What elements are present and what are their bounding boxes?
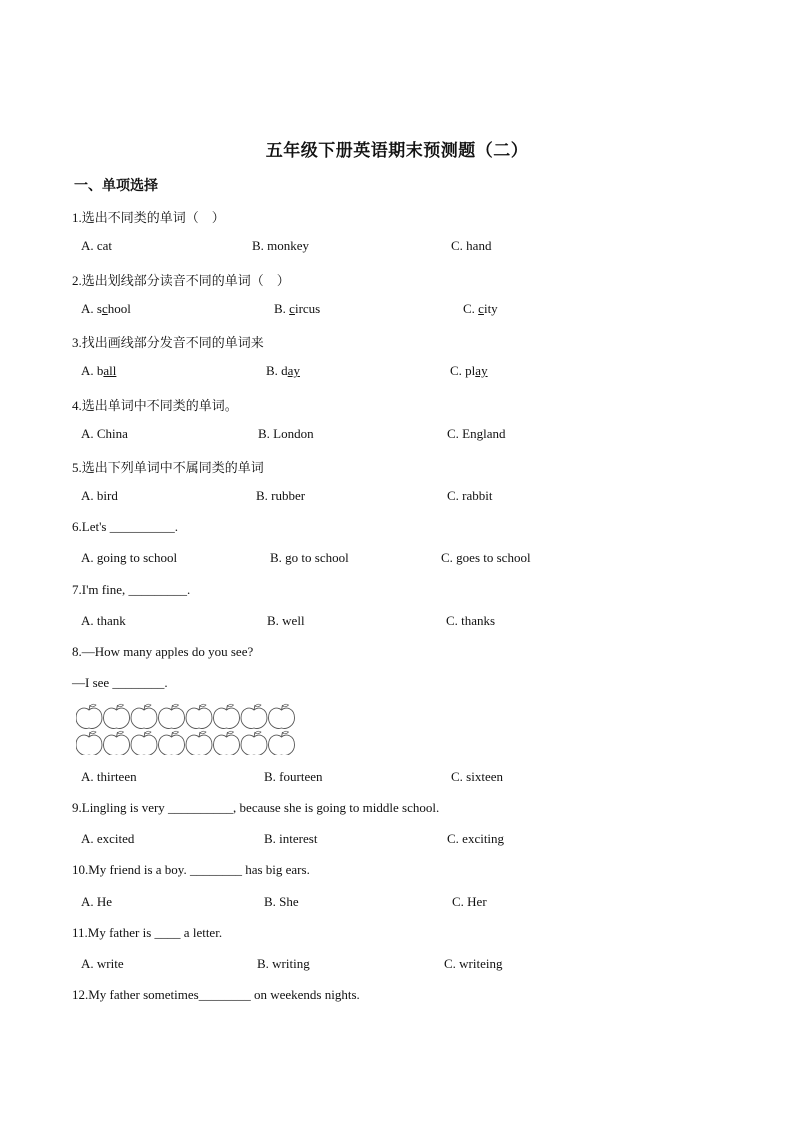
option-text: C. exciting (447, 831, 505, 846)
option-text: A. write (81, 956, 124, 971)
option-a[interactable] (81, 550, 177, 566)
apple-outline-icon (104, 704, 130, 728)
apple-outline-icon (186, 731, 212, 755)
question-3-text: 3.找出画线部分发音不同的单词来 (72, 335, 264, 350)
underlined-letters: c (478, 301, 484, 316)
option-text: A. going to school (81, 550, 178, 565)
option-text: B. London (258, 426, 314, 441)
option-text: B. monkey (252, 238, 310, 253)
question-8-answer-line: —I see ________. (72, 675, 168, 690)
option-a[interactable] (81, 831, 134, 847)
option-b[interactable] (256, 488, 305, 504)
option-c[interactable] (450, 363, 488, 379)
apple-outline-icon (131, 704, 157, 728)
option-text: B. She (264, 894, 299, 909)
apple-picture (76, 703, 296, 755)
question-12-text: 12.My father sometimes________ on weekends nights. (72, 987, 360, 1002)
option-a[interactable] (81, 613, 126, 629)
question-5-options (0, 488, 794, 506)
underlined-letters: c (289, 301, 295, 316)
option-a[interactable] (81, 301, 131, 317)
apple-outline-icon (76, 731, 102, 755)
option-text: C. Her (452, 894, 487, 909)
option-b[interactable] (264, 769, 322, 785)
option-text: C. writeing (444, 956, 503, 971)
question-7-text: 7.I'm fine, _________. (72, 582, 191, 597)
option-text: C. sixteen (451, 769, 503, 784)
question-1-text: 1.选出不同类的单词（ ） (72, 210, 225, 225)
option-a[interactable] (81, 956, 124, 972)
option-b[interactable] (267, 613, 305, 629)
option-text: C. (463, 301, 479, 316)
option-text: B. writing (257, 956, 310, 971)
option-c[interactable] (446, 613, 495, 629)
question-4-text: 4.选出单词中不同类的单词。 (72, 398, 238, 413)
option-c[interactable] (447, 488, 493, 504)
underlined-letters: c (101, 301, 108, 316)
option-text: A. excited (81, 831, 135, 846)
apple-outline-icon (241, 704, 267, 728)
option-b[interactable] (264, 831, 317, 847)
option-c[interactable] (447, 426, 506, 442)
option-a[interactable] (81, 363, 116, 379)
option-b[interactable] (252, 238, 309, 254)
option-b[interactable] (274, 301, 320, 317)
option-text: C. thanks (446, 613, 496, 628)
question-9-text: 9.Lingling is very __________, because she is going to middle school. (72, 800, 440, 815)
question-2-text: 2.选出划线部分读音不同的单词（ ） (72, 273, 290, 288)
option-text: C. England (447, 426, 506, 441)
option-text: A. China (81, 426, 128, 441)
option-b[interactable] (270, 550, 349, 566)
question-6-text: 6.Let's __________. (72, 519, 178, 534)
apple-outline-icon (76, 704, 102, 728)
question-10-text: 10.My friend is a boy. ________ has big ears. (72, 862, 310, 877)
underlined-letters: ay (475, 363, 488, 378)
underlined-letters: ay (287, 363, 300, 378)
option-c[interactable] (452, 894, 487, 910)
page-title: 五年级下册英语期末预测题（二） (265, 141, 529, 161)
option-text: B. (274, 301, 290, 316)
apple-outline-icon (269, 704, 295, 728)
option-c[interactable] (451, 769, 503, 785)
option-text: A. bird (81, 488, 118, 503)
option-text: B. d (266, 363, 288, 378)
question-5-text: 5.选出下列单词中不属同类的单词 (72, 460, 264, 475)
option-text: A. b (81, 363, 104, 378)
option-text-rest: ircus (294, 301, 321, 316)
option-text: A. s (81, 301, 102, 316)
option-text: A. cat (81, 238, 113, 253)
apple-outline-icon (131, 731, 157, 755)
question-6-options (0, 550, 794, 568)
option-c[interactable] (441, 550, 531, 566)
apple-outline-icon (269, 731, 295, 755)
apple-outline-icon (186, 704, 212, 728)
option-b[interactable] (258, 426, 314, 442)
option-a[interactable] (81, 426, 128, 442)
option-text: B. interest (264, 831, 318, 846)
option-text-rest: ity (483, 301, 498, 316)
option-c[interactable] (444, 956, 503, 972)
option-text: C. rabbit (447, 488, 493, 503)
option-text: A. thirteen (81, 769, 137, 784)
option-text-rest: hool (107, 301, 131, 316)
option-text: B. go to school (270, 550, 349, 565)
option-text: C. goes to school (441, 550, 531, 565)
option-c[interactable] (463, 301, 498, 317)
apple-outline-icon (241, 731, 267, 755)
option-text: C. pl (450, 363, 476, 378)
question-1-options (0, 238, 794, 256)
question-4-options (0, 426, 794, 444)
apple-outline-icon (214, 731, 240, 755)
option-text: B. fourteen (264, 769, 323, 784)
question-2-options (0, 301, 794, 319)
option-b[interactable] (266, 363, 300, 379)
option-text: A. He (81, 894, 113, 909)
option-a[interactable] (81, 894, 112, 910)
option-a[interactable] (81, 238, 112, 254)
question-9-options (0, 831, 794, 849)
option-text: A. thank (81, 613, 126, 628)
underlined-letters: all (103, 363, 117, 378)
option-text: B. well (267, 613, 305, 628)
question-8-text: 8.—How many apples do you see? (72, 644, 254, 659)
apple-outline-icon (159, 704, 185, 728)
option-text: B. rubber (256, 488, 306, 503)
question-8-options (0, 769, 794, 787)
question-11-options (0, 956, 794, 974)
option-c[interactable] (447, 831, 504, 847)
question-7-options (0, 613, 794, 631)
option-a[interactable] (81, 488, 118, 504)
question-10-options (0, 894, 794, 912)
option-a[interactable] (81, 769, 137, 785)
option-c[interactable] (451, 238, 491, 254)
option-b[interactable] (264, 894, 299, 910)
apple-outline-icon (159, 731, 185, 755)
option-text: C. hand (451, 238, 492, 253)
question-11-text: 11.My father is ____ a letter. (72, 925, 223, 940)
question-3-options (0, 363, 794, 381)
option-b[interactable] (257, 956, 310, 972)
section-heading: 一、单项选择 (74, 178, 158, 194)
apple-outline-icon (104, 731, 130, 755)
apple-outline-icon (214, 704, 240, 728)
